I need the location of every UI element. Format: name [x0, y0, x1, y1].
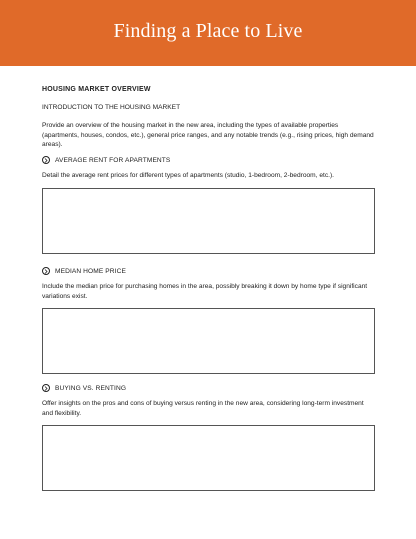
item-header: [42, 383, 376, 393]
header-band: [0, 0, 416, 66]
chevron-circle-icon: [42, 384, 50, 392]
answer-box-rent[interactable]: [42, 188, 375, 254]
item-description: Offer insights on the pros and cons of buying versus renting in the new area, considering long-term investment and flexibility.: [42, 400, 364, 417]
item-average-rent: [42, 155, 376, 254]
intro-text: Provide an overview of the housing market in the new area, including the types of available properties (apartments, houses, condos, etc.), general price ranges, and any notable trends (e.g., rising prices, high demand areas).: [42, 122, 374, 148]
answer-box-home-price[interactable]: [42, 308, 375, 374]
item-buying-vs-renting: [42, 383, 376, 491]
item-header: [42, 266, 376, 276]
answer-box-buy-rent[interactable]: [42, 425, 375, 491]
intro-section: [42, 86, 376, 150]
intro-label: INTRODUCTION TO THE HOUSING MARKET: [42, 104, 181, 111]
item-label: BUYING VS. RENTING: [55, 384, 127, 392]
item-label: MEDIAN HOME PRICE: [55, 267, 126, 275]
item-label: AVERAGE RENT FOR APARTMENTS: [55, 156, 171, 164]
chevron-circle-icon: [42, 267, 50, 275]
item-description: Include the median price for purchasing homes in the area, possibly breaking it down by home type if significant variations exist.: [42, 283, 368, 300]
item-description: Detail the average rent prices for different types of apartments (studio, 1-bedroom, 2-bedroom, etc.).: [42, 172, 334, 179]
section-title: HOUSING MARKET OVERVIEW: [42, 86, 151, 93]
item-header: [42, 155, 376, 165]
item-median-home-price: [42, 266, 376, 374]
page-title: Finding a Place to Live: [113, 20, 303, 42]
chevron-circle-icon: [42, 156, 50, 164]
